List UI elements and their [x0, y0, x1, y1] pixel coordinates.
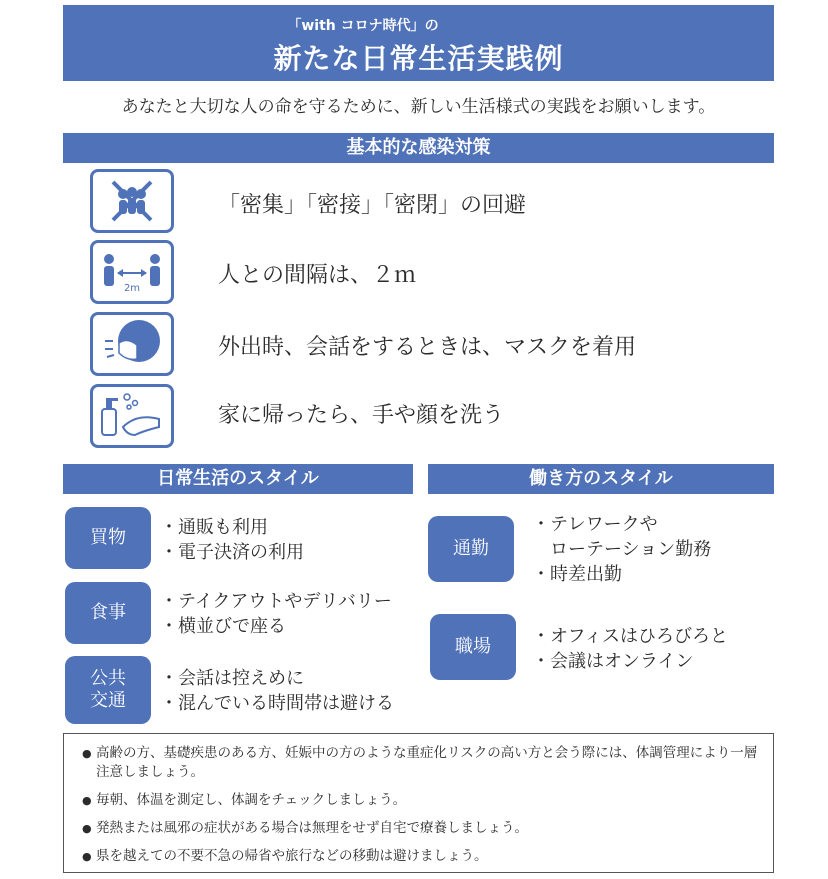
list-item: ・会話は控えめに ・混んでいる時間帯は避ける	[160, 668, 394, 714]
distance-icon-label: 2m	[123, 283, 141, 294]
distance-icon	[90, 240, 174, 304]
mask-icon	[90, 312, 174, 376]
section-heading-basic: 基本的な感染対策	[63, 133, 774, 163]
measure-text: 人との間隔は、２ｍ	[218, 263, 417, 288]
daily-tag-meal: 食事	[65, 582, 151, 644]
work-tag-commute: 通勤	[428, 516, 514, 582]
list-item: ・テイクアウトやデリバリー ・横並びで座る	[160, 591, 392, 637]
note-item: ● 発熱または風邪の症状がある場合は無理をせず自宅で療養しましょう。	[82, 819, 761, 838]
list-item: ・通販も利用 ・電子決済の利用	[160, 517, 304, 563]
intro-text: あなたと大切な人の命を守るために、新しい生活様式の実践をお願いします。	[121, 97, 716, 117]
page-title: 新たな日常生活実践例	[273, 42, 564, 75]
section-heading-work: 働き方のスタイル	[428, 464, 774, 494]
note-item: ● 毎朝、体温を測定し、体調をチェックしましょう。	[82, 791, 761, 810]
measure-text: 「密集」「密接」「密閉」の回避	[218, 193, 527, 218]
section-heading-daily: 日常生活のスタイル	[63, 464, 413, 494]
list-item: ・オフィスはひろびろと ・会議はオンライン	[532, 626, 729, 672]
notes-box	[63, 733, 774, 873]
note-item: ● 高齢の方、基礎疾患のある方、妊娠中の方のような重症化リスクの高い方と会う際には、体調管理により一層注意しましょう。	[82, 744, 761, 782]
list-item: ・テレワークや ローテーション勤務 ・時差出勤	[532, 514, 712, 585]
header-banner	[63, 5, 774, 81]
note-item: ● 県を越えての不要不急の帰省や旅行などの移動は避けましょう。	[82, 847, 761, 866]
measure-text: 家に帰ったら、手や顔を洗う	[218, 403, 505, 428]
no-crowd-icon	[90, 169, 174, 233]
handwash-icon	[90, 384, 174, 448]
header-subtitle: 「with コロナ時代」の	[287, 18, 439, 34]
measure-text: 外出時、会話をするときは、マスクを着用	[218, 335, 637, 360]
daily-tag-shopping: 買物	[65, 507, 151, 569]
daily-tag-transit: 公共 交通	[65, 656, 151, 724]
work-tag-office: 職場	[430, 614, 516, 680]
